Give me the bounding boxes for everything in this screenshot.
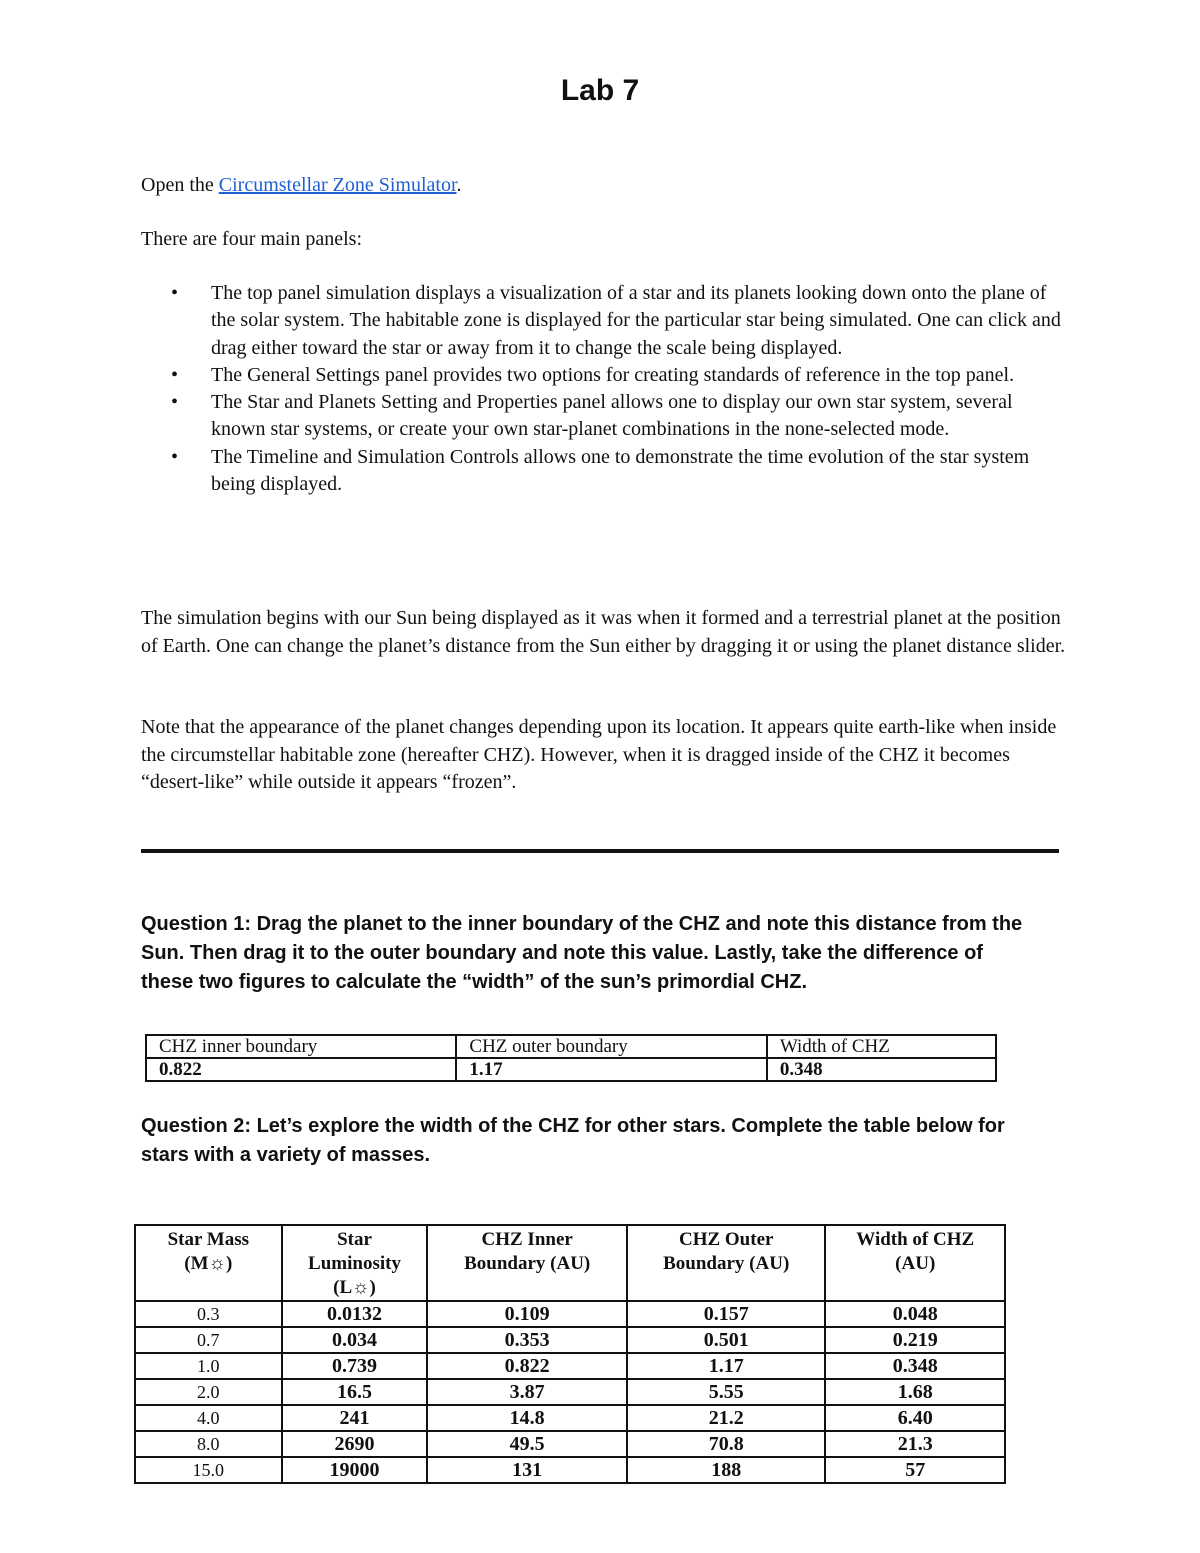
table-cell: 0.348 [767, 1058, 996, 1081]
note-paragraph: Note that the appearance of the planet changes depending upon its location. It appears quite earth-like when inside the circumstellar habitable zone (hereafter CHZ). However, when it is dragged inside of the CHZ it becomes “desert-like” while outside it appears “frozen”. [141, 716, 1057, 793]
table-row: 4.0 241 14.8 21.2 6.40 [135, 1405, 1005, 1431]
table-header-row [135, 1225, 1005, 1301]
table-row: 0.7 0.034 0.353 0.501 0.219 [135, 1327, 1005, 1353]
table-header-cell: CHZ inner boundary [146, 1035, 456, 1058]
question-1-label: Question 1: [141, 913, 252, 935]
table-row: 0.3 0.0132 0.109 0.157 0.048 [135, 1301, 1005, 1327]
simulator-link[interactable]: Circumstellar Zone Simulator [218, 174, 457, 196]
table-row: 8.0 2690 49.5 70.8 21.3 [135, 1431, 1005, 1457]
section-divider [141, 849, 1059, 853]
table-header-cell: CHZ outer boundary [456, 1035, 766, 1058]
table-cell: 1.17 [456, 1058, 766, 1081]
table-row: 15.0 19000 131 188 57 [135, 1457, 1005, 1483]
chz-sun-table [145, 1034, 997, 1082]
table-cell: 0.822 [146, 1058, 456, 1081]
question-2-text: Let’s explore the width of the CHZ for other stars. Complete the table below for stars with a variety of masses. [141, 1115, 1005, 1166]
list-item-text: The top panel simulation displays a visualization of a star and its planets looking down onto the plane of the solar system. The habitable zone is displayed for the particular star being simulated. One can click and drag either toward the star or away from it to change the scale being displayed. [211, 282, 1061, 359]
header-chz-width: Width of CHZ (AU) [825, 1225, 1005, 1301]
list-item-text: The General Settings panel provides two options for creating standards of reference in the top panel. [211, 363, 1015, 386]
bullet-icon: • [171, 391, 179, 414]
panels-intro: There are four main panels: [141, 228, 363, 250]
page-title: Lab 7 [560, 74, 640, 107]
table-row: 2.0 16.5 3.87 5.55 1.68 [135, 1379, 1005, 1405]
table-row: 1.0 0.739 0.822 1.17 0.348 [135, 1353, 1005, 1379]
table-header-row [146, 1035, 996, 1058]
simulation-paragraph: The simulation begins with our Sun being displayed as it was when it formed and a terrestrial planet at the position of Earth. One can change the planet’s distance from the Sun either by dragging it or using the planet distance slider. [141, 607, 1066, 657]
panels-list [141, 280, 1071, 498]
list-item-text: The Timeline and Simulation Controls allows one to demonstrate the time evolution of the star system being displayed. [211, 445, 1030, 496]
header-star-mass: Star Mass (M☼) [135, 1225, 282, 1301]
list-item-text: The Star and Planets Setting and Properties panel allows one to display our own star system, several known star systems, or create your own star-planet combinations in the none-selected mode. [211, 391, 1013, 441]
intro-suffix: . [456, 174, 462, 196]
bullet-icon: • [171, 445, 179, 468]
intro-paragraph [141, 172, 1071, 200]
question-2 [141, 1112, 1031, 1170]
question-1-text: Drag the planet to the inner boundary of the CHZ and note this distance from the Sun. Then drag it to the outer boundary and note this value. Lastly, take the difference of these two figures to calculate the “width” of the sun’s primordial CHZ. [141, 913, 1023, 993]
intro-prefix: Open the [141, 174, 219, 196]
list-item [141, 444, 1071, 499]
list-item [141, 389, 1071, 444]
header-star-luminosity: Star Luminosity (L☼) [282, 1225, 428, 1301]
header-chz-inner: CHZ Inner Boundary (AU) [427, 1225, 627, 1301]
table-header-cell: Width of CHZ [767, 1035, 996, 1058]
table-row [146, 1058, 996, 1081]
question-1 [141, 910, 1031, 997]
list-item [141, 362, 1071, 389]
question-2-label: Question 2: [141, 1115, 252, 1137]
star-mass-table [134, 1224, 1006, 1484]
list-item [141, 280, 1071, 362]
bullet-icon: • [171, 363, 179, 386]
header-chz-outer: CHZ Outer Boundary (AU) [627, 1225, 826, 1301]
bullet-icon: • [171, 282, 179, 304]
